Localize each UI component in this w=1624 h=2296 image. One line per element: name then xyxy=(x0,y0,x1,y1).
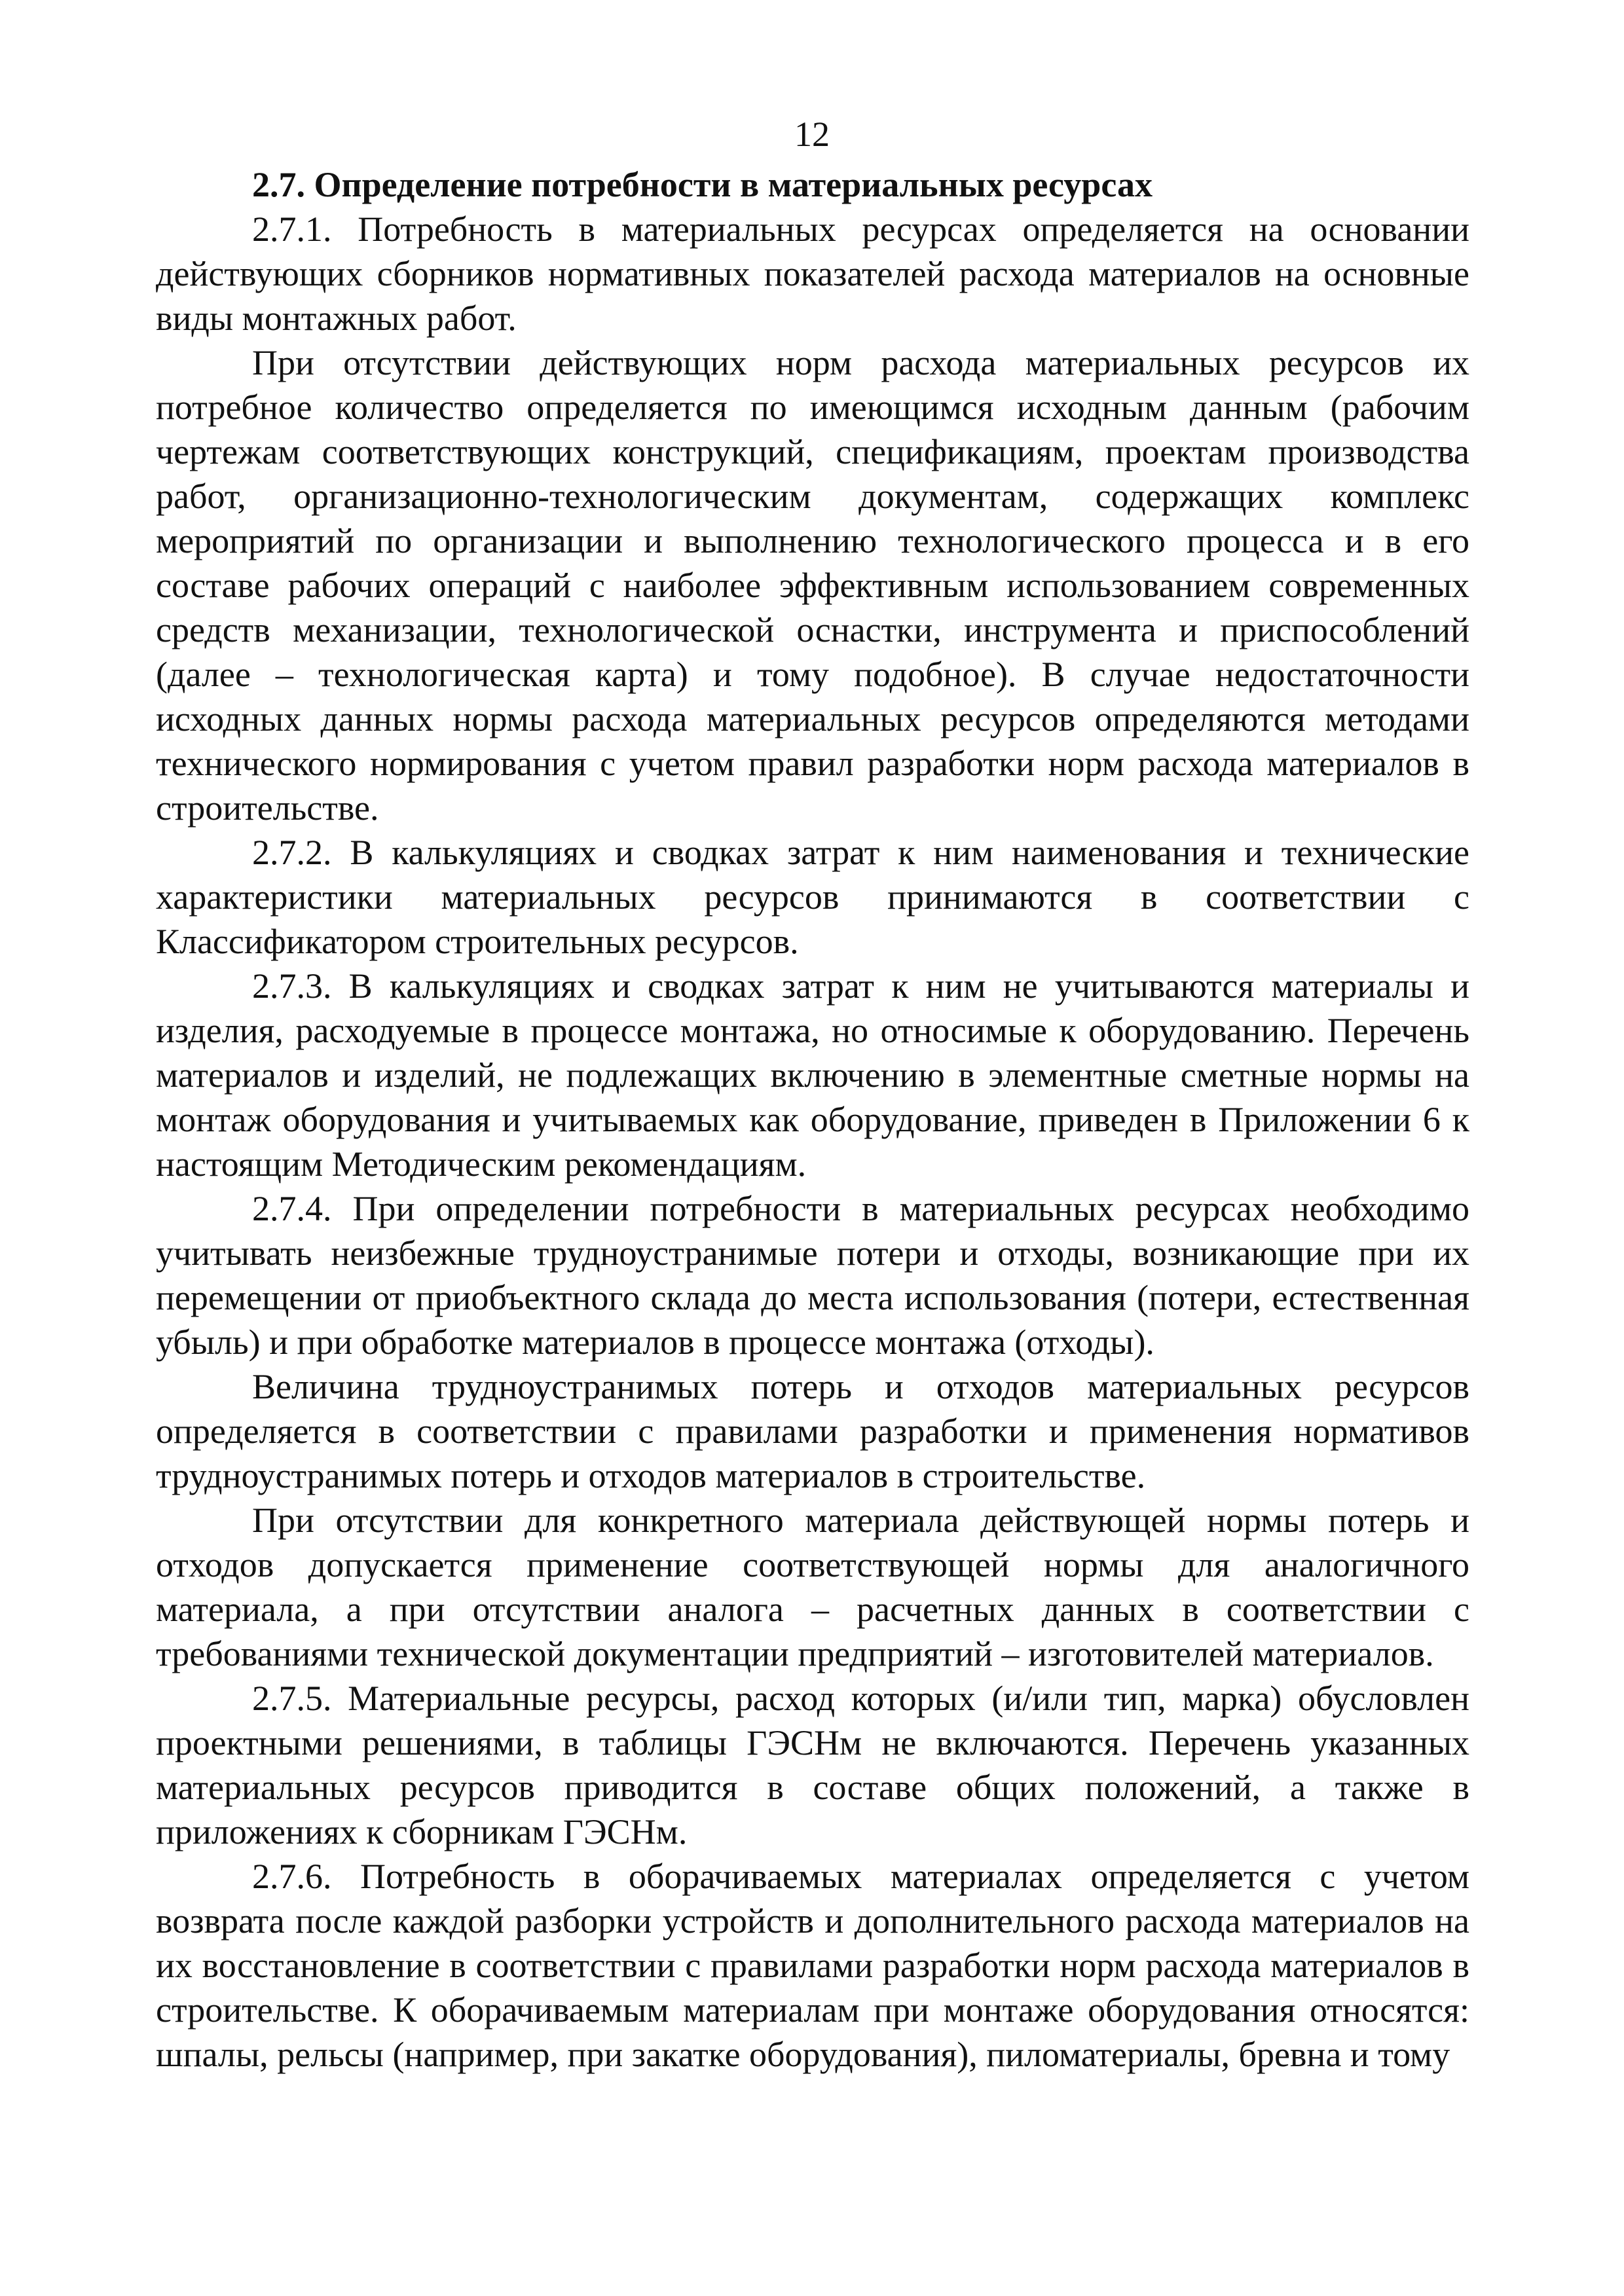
paragraph-2-7-2: 2.7.2. В калькуляциях и сводках затрат к ним наименования и технические характеристики материальных ресурсов принимаются в соответствии с Классификатором строительных ресурсов. xyxy=(156,833,1469,961)
paragraph-2-7-4: 2.7.4. При определении потребности в материальных ресурсах необходимо учитывать неизбежные трудноустранимые потери и отходы, возникающие при их перемещении от приобъектного склада до места использования (потери, естественная убыль) и при обработке материалов в процессе монтажа (отходы). xyxy=(156,1189,1469,1362)
paragraph-2-7-6: 2.7.6. Потребность в оборачиваемых материалах определяется с учетом возврата после каждой разборки устройств и дополнительного расхода материалов на их восстановление в соответствии с правилами разработки норм расхода материалов в строительстве. К оборачиваемым материалам при монтаже оборудования относятся: шпалы, рельсы (например, при закатке оборудования), пиломатериалы, бревна и тому xyxy=(156,1857,1469,2074)
page-number: 12 xyxy=(794,115,830,154)
paragraph-2-7-1: 2.7.1. Потребность в материальных ресурсах определяется на основании действующих сборников нормативных показателей расхода материалов на основные виды монтажных работ. xyxy=(156,210,1469,338)
paragraph-2-7-3: 2.7.3. В калькуляциях и сводках затрат к ним не учитываются материалы и изделия, расходуемые в процессе монтажа, но относимые к оборудованию. Перечень материалов и изделий, не подлежащих включению в элементные сметные нормы на монтаж оборудования и учитываемых как оборудование, приведен в Приложении 6 к настоящим Методическим рекомендациям. xyxy=(156,966,1469,1184)
section-heading: 2.7. Определение потребности в материальных ресурсах xyxy=(252,165,1153,204)
document-body xyxy=(156,162,1469,2077)
paragraph-2-7-5: 2.7.5. Материальные ресурсы, расход которых (и/или тип, марка) обусловлен проектными решениями, в таблицы ГЭСНм не включаются. Перечень указанных материальных ресурсов приводится в составе общих положений, а также в приложениях к сборникам ГЭСНм. xyxy=(156,1679,1469,1851)
paragraph-norms-absence: При отсутствии действующих норм расхода материальных ресурсов их потребное количество определяется по имеющимся исходным данным (рабочим чертежам соответствующих конструкций, спецификациям, проектам производства работ, организационно-технологическим документам, содержащих комплекс мероприятий по организации и выполнению технологического процесса и в его составе рабочих операций с наиболее эффективным использованием современных средств механизации, технологической оснастки, инструмента и приспособлений (далее – технологическая карта) и тому подобное). В случае недостаточности исходных данных нормы расхода материальных ресурсов определяются методами технического нормирования с учетом правил разработки норм расхода материалов в строительстве. xyxy=(156,343,1469,828)
paragraph-analog-norm: При отсутствии для конкретного материала действующей нормы потерь и отходов допускается применение соответствующей нормы для аналогичного материала, а при отсутствии аналога – расчетных данных в соответствии с требованиями технической документации предприятий – изготовителей материалов. xyxy=(156,1501,1469,1673)
paragraph-losses-value: Величина трудноустранимых потерь и отходов материальных ресурсов определяется в соответствии с правилами разработки и применения нормативов трудноустранимых потерь и отходов материалов в строительстве. xyxy=(156,1367,1469,1495)
